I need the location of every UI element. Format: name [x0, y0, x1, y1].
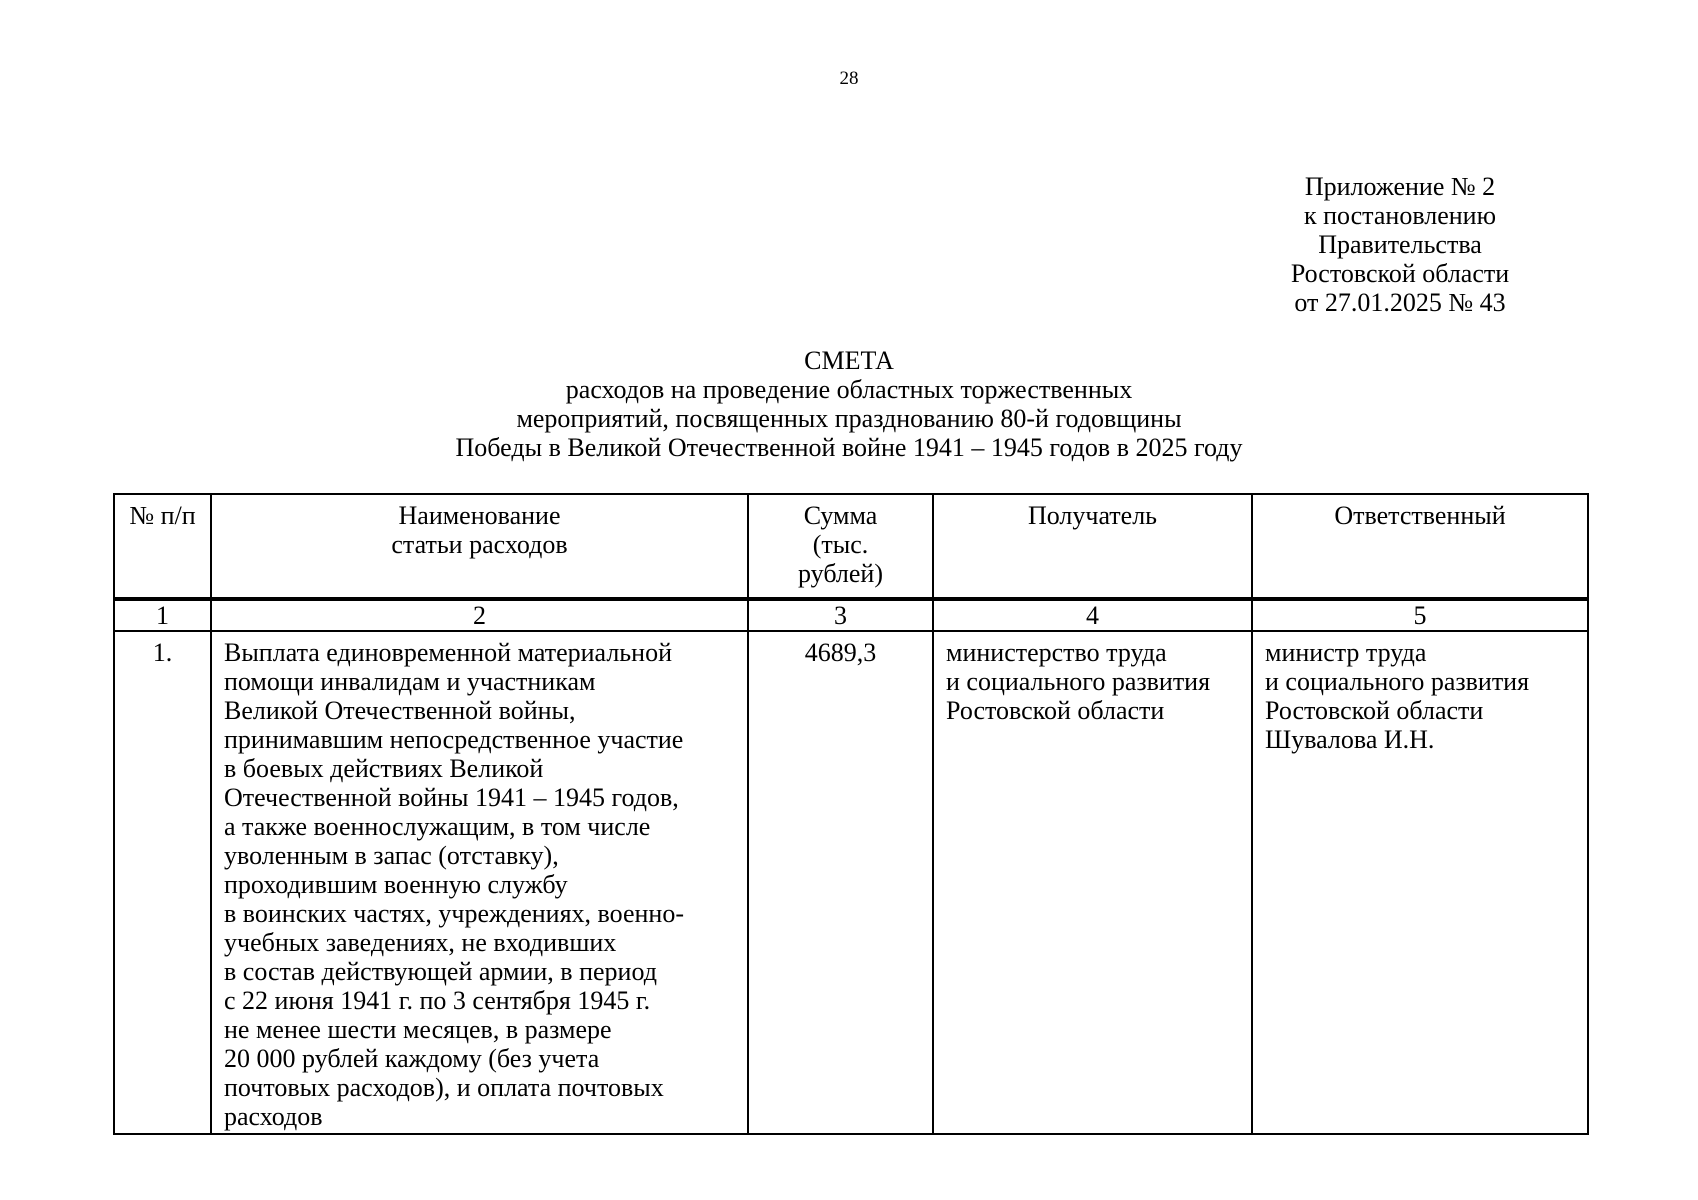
- responsible-line: и социального развития: [1265, 667, 1530, 696]
- header-sum-line: (тыс.: [812, 530, 869, 559]
- appendix-line: Правительства: [1318, 230, 1482, 259]
- header-name-line: статьи расходов: [391, 530, 568, 559]
- header-sum-line: рублей): [798, 559, 883, 588]
- header-name: [211, 494, 748, 599]
- expense-name-cell: [211, 631, 748, 1134]
- expense-name-line: расходов: [224, 1102, 323, 1131]
- column-number: 5: [1252, 599, 1588, 631]
- table-header-row: [114, 494, 1588, 599]
- expense-name-line: принимавшим непосредственное участие: [224, 725, 684, 754]
- header-num: [114, 494, 211, 599]
- expense-name-line: не менее шести месяцев, в размере: [224, 1015, 612, 1044]
- estimate-table: [113, 493, 1589, 1135]
- expense-name-line: Отечественной войны 1941 – 1945 годов,: [224, 783, 679, 812]
- expense-name-line: в боевых действиях Великой: [224, 754, 544, 783]
- recipient-line: министерство труда: [946, 638, 1167, 667]
- column-number: 1: [114, 599, 211, 631]
- header-sum: [748, 494, 933, 599]
- recipient-cell: [933, 631, 1252, 1134]
- expense-name-line: уволенным в запас (отставку),: [224, 841, 559, 870]
- expense-name-line: а также военнослужащим, в том числе: [224, 812, 651, 841]
- appendix-line: Приложение № 2: [1304, 172, 1496, 201]
- expense-name-line: проходившим военную службу: [224, 870, 568, 899]
- responsible-line: Ростовской области: [1265, 696, 1484, 725]
- expense-name-line: почтовых расходов), и оплата почтовых: [224, 1073, 664, 1102]
- expense-name-line: Выплата единовременной материальной: [224, 638, 672, 667]
- table-row: [114, 631, 1588, 1134]
- expense-name-line: помощи инвалидам и участникам: [224, 667, 596, 696]
- header-responsible-text: Ответственный: [1334, 501, 1506, 530]
- responsible-cell: [1252, 631, 1588, 1134]
- column-number-row: [114, 599, 1588, 631]
- appendix-line: Ростовской области: [1290, 259, 1510, 288]
- recipient-line: и социального развития: [946, 667, 1211, 696]
- column-number: 4: [933, 599, 1252, 631]
- header-recipient: [933, 494, 1252, 599]
- expense-name-line: с 22 июня 1941 г. по 3 сентября 1945 г.: [224, 986, 651, 1015]
- document-title-block: [0, 346, 1698, 462]
- sum-cell: 4689,3: [748, 631, 933, 1134]
- document-subtitle-line: Победы в Великой Отечественной войне 1941 – 1945 годов в 2025 году: [455, 433, 1243, 462]
- expense-name-line: в воинских частях, учреждениях, военно-: [224, 899, 685, 928]
- expense-name-line: учебных заведениях, не входивших: [224, 928, 617, 957]
- appendix-block: [1220, 172, 1580, 317]
- row-number-cell: 1.: [114, 631, 211, 1134]
- expense-name-line: в состав действующей армии, в период: [224, 957, 657, 986]
- appendix-line: к постановлению: [1303, 201, 1497, 230]
- recipient-line: Ростовской области: [946, 696, 1165, 725]
- column-number: 3: [748, 599, 933, 631]
- header-recipient-text: Получатель: [1027, 501, 1158, 530]
- expense-name-line: 20 000 рублей каждому (без учета: [224, 1044, 600, 1073]
- responsible-line: Шувалова И.Н.: [1265, 725, 1435, 754]
- page-number: 28: [839, 68, 859, 89]
- appendix-line: от 27.01.2025 № 43: [1294, 288, 1506, 317]
- expense-name-line: Великой Отечественной войны,: [224, 696, 576, 725]
- responsible-line: министр труда: [1265, 638, 1427, 667]
- document-subtitle-line: мероприятий, посвященных празднованию 80-й годовщины: [516, 404, 1182, 433]
- header-num-text: № п/п: [129, 501, 196, 530]
- header-responsible: [1252, 494, 1588, 599]
- header-name-line: Наименование: [398, 501, 561, 530]
- header-sum-line: Сумма: [803, 501, 878, 530]
- document-heading: СМЕТА: [804, 346, 894, 375]
- document-subtitle-line: расходов на проведение областных торжественных: [565, 375, 1133, 404]
- column-number: 2: [211, 599, 748, 631]
